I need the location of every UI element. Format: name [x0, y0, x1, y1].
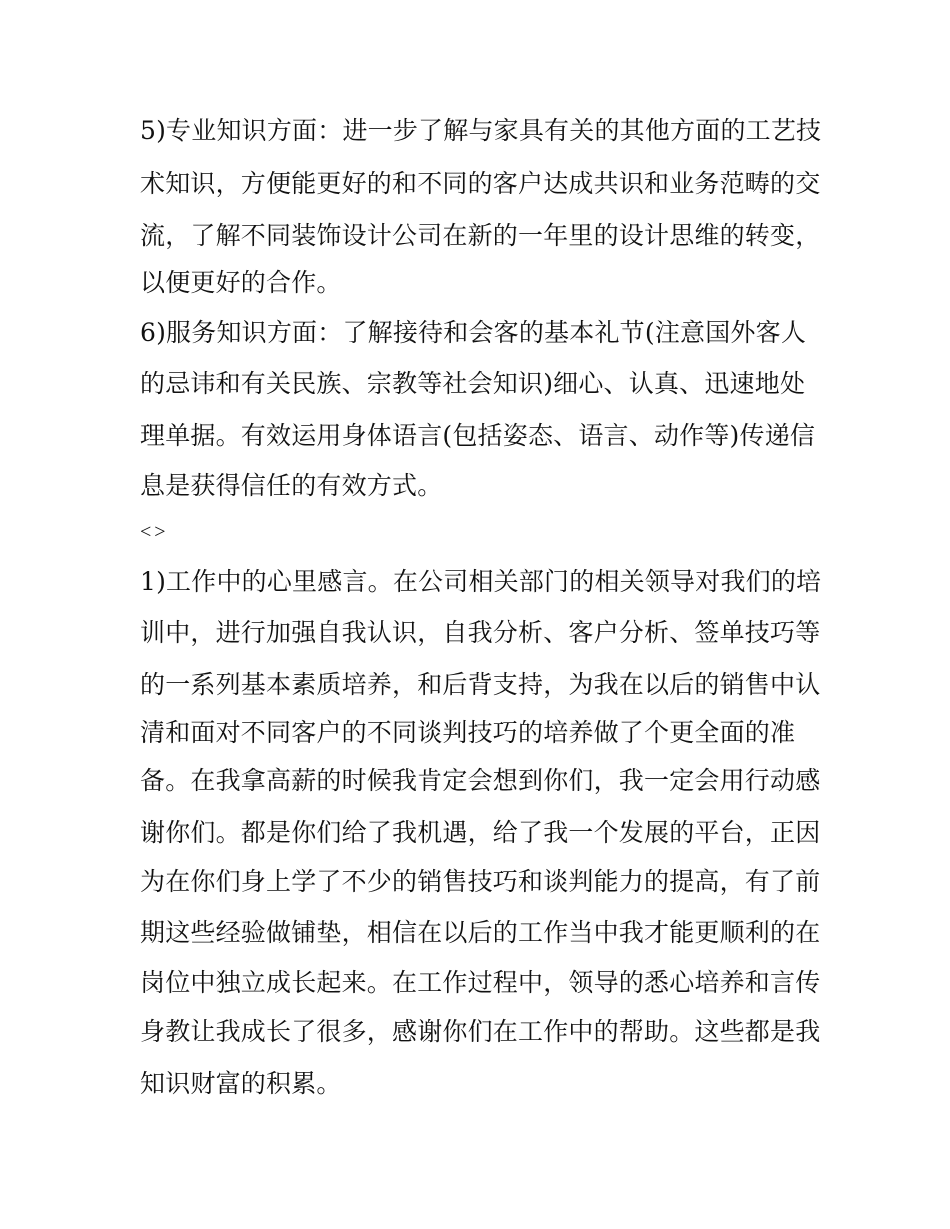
para-1-line-6: 谢你们。都是你们给了我机遇，给了我一个发展的平台，正因 — [140, 818, 821, 847]
para-5-line-4: 以便更好的合作。 — [140, 268, 342, 297]
para-1-line-7: 为在你们身上学了不少的销售技巧和谈判能力的提高，有了前 — [140, 867, 821, 896]
para-1-line-3: 的一系列基本素质培养，和后背支持，为我在以后的销售中认 — [140, 670, 821, 699]
para-1-line-8: 期这些经验做铺垫，相信在以后的工作当中我才能更顺利的在 — [140, 918, 821, 947]
para-6-line-2: 的忌讳和有关民族、宗教等社会知识)细心、认真、迅速地处 — [140, 369, 806, 398]
para-5-line-2: 术知识，方便能更好的和不同的客户达成共识和业务范畴的交 — [140, 169, 821, 198]
para-6-line-1: 6)服务知识方面：了解接待和会客的基本礼节(注意国外客人 — [140, 318, 807, 347]
para-1-line-2: 训中，进行加强自我认识，自我分析、客户分析、签单技巧等 — [140, 618, 821, 647]
para-1-line-9: 岗位中独立成长起来。在工作过程中，领导的悉心培养和言传 — [140, 968, 821, 997]
para-1-line-5: 备。在我拿高薪的时候我肯定会想到你们，我一定会用行动感 — [140, 766, 821, 795]
para-1-line-1: 1)工作中的心里感言。在公司相关部门的相关领导对我们的培 — [140, 567, 822, 596]
section-marker: <> — [140, 521, 169, 543]
para-5-line-1: 5)专业知识方面：进一步了解与家具有关的其他方面的工艺技 — [140, 116, 822, 145]
para-6-line-3: 理单据。有效运用身体语言(包括姿态、语言、动作等)传递信 — [140, 421, 816, 450]
para-6-line-4: 息是获得信任的有效方式。 — [140, 471, 443, 500]
para-1-line-4: 清和面对不同客户的不同谈判技巧的培养做了个更全面的准 — [140, 718, 796, 747]
para-5-line-3: 流，了解不同装饰设计公司在新的一年里的设计思维的转变， — [140, 221, 821, 250]
para-1-line-10: 身教让我成长了很多，感谢你们在工作中的帮助。这些都是我 — [140, 1017, 821, 1046]
para-1-line-11: 知识财富的积累。 — [140, 1069, 342, 1098]
